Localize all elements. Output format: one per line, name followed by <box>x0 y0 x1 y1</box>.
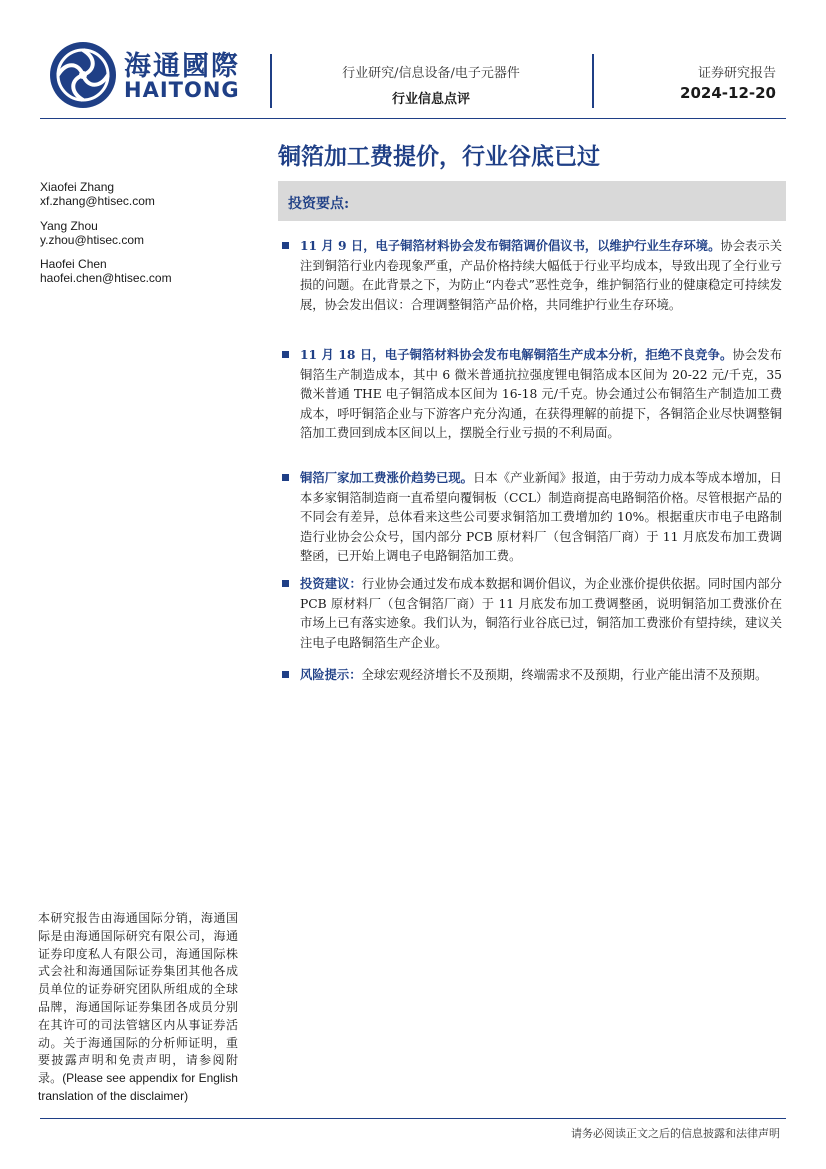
key-point-body: 日本《产业新闻》报道，由于劳动力成本等成本增加，日本多家铜箔制造商一直希望向覆铜板（CCL）制造商提高电路铜箔价格。尽管根据产品的不同会有差异，总体看来这些公司要求铜箔加工费增加约 10%。根据重庆市电子电路制造行业协会公众号，国内部分 PCB 原材料厂（包含铜箔厂商）于 11 月底发布加工费调整函，已开始上调电子电路铜箔加工费。 <box>300 471 782 564</box>
bullet-square-icon <box>282 580 289 587</box>
bullet-square-icon <box>282 351 289 358</box>
author-block <box>40 219 144 247</box>
author-block <box>40 257 172 285</box>
author-name: Haofei Chen <box>40 257 107 271</box>
brand-name-en: HAITONG <box>124 78 240 102</box>
report-date: 2024-12-20 <box>680 84 776 102</box>
key-points-heading: 投资要点: <box>288 196 350 212</box>
author-email[interactable]: y.zhou@htisec.com <box>40 233 144 247</box>
key-point-lead: 投资建议： <box>300 576 362 591</box>
author-name: Yang Zhou <box>40 219 98 233</box>
key-point-lead: 风险提示： <box>300 667 362 682</box>
key-point-lead: 铜箔厂家加工费涨价趋势已现。 <box>300 470 474 485</box>
key-point-body: 全球宏观经济增长不及预期，终端需求不及预期，行业产能出清不及预期。 <box>361 668 768 682</box>
bullet-square-icon <box>282 474 289 481</box>
brand-name-cn: 海通國際 <box>124 51 240 82</box>
haitong-emblem-icon <box>48 40 118 110</box>
report-type: 证券研究报告 <box>697 66 776 81</box>
disclaimer <box>38 910 238 1106</box>
key-point-item <box>282 236 782 315</box>
key-point-body: 行业协会通过发布成本数据和调价倡议，为企业涨价提供依据。同时国内部分 PCB 原材料厂（包含铜箔厂商）于 11 月底发布加工费调整函，说明铜箔加工费涨价在市场上已有落实迹象。我们认为，铜箔行业谷底已过，铜箔加工费涨价有望持续，建议关注电子电路铜箔生产企业。 <box>300 577 782 650</box>
bullet-square-icon <box>282 671 289 678</box>
page-title: 铜箔加工费提价，行业谷底已过 <box>278 143 600 170</box>
key-point-item <box>282 665 782 686</box>
header-divider-right <box>592 54 594 108</box>
key-point-lead: 11 月 18 日，电子铜箔材料协会发布电解铜箔生产成本分析，拒绝不良竞争。 <box>300 347 733 362</box>
key-point-item <box>282 574 782 653</box>
key-point-body: 协会表示关注到铜箔行业内卷现象严重，产品价格持续大幅低于行业平均成本，导致出现了全行业亏损的问题。在此背景之下，为防止“内卷式”恶性竞争，维护铜箔行业的健康稳定可持续发展，协会发出倡议：合理调整铜箔产品价格，共同维护行业生存环境。 <box>300 239 782 312</box>
key-points-bar <box>278 181 786 221</box>
report-subtype: 行业信息点评 <box>391 92 470 107</box>
author-email[interactable]: xf.zhang@htisec.com <box>40 194 155 208</box>
header-rule <box>40 118 786 119</box>
footer-note: 请务必阅读正文之后的信息披露和法律声明 <box>571 1127 780 1140</box>
key-point-lead: 11 月 9 日，电子铜箔材料协会发布铜箔调价倡议书，以维护行业生存环境。 <box>300 238 721 253</box>
key-point-body: 协会发布铜箔生产制造成本，其中 6 微米普通抗拉强度锂电铜箔成本区间为 20-22 元/千克，35 微米普通 THE 电子铜箔成本区间为 16-18 元/千克。协会通过公布铜箔生产制造加工费成本，呼吁铜箔企业与下游客户充分沟通，在获得理解的前提下，各铜箔企业尽快调整铜箔加工费回到成本区间以上，摆脱全行业亏损的不利局面。 <box>300 348 782 441</box>
footer-rule <box>40 1118 786 1119</box>
key-point-item <box>282 468 782 567</box>
disclaimer-cn: 本研究报告由海通国际分销，海通国际是由海通国际研究有限公司，海通证券印度私人有限公司，海通国际株式会社和海通国际证券集团其他各成员单位的证券研究团队所组成的全球品牌，海通国际证券集团各成员分别在其许可的司法管辖区内从事证券活动。关于海通国际的分析师证明，重要披露声明和免责声明，请参阅附录。 <box>38 911 238 1086</box>
disclaimer-en: (Please see appendix for English translation of the disclaimer) <box>38 1071 238 1103</box>
author-name: Xiaofei Zhang <box>40 180 115 194</box>
author-email[interactable]: haofei.chen@htisec.com <box>40 271 172 285</box>
key-point-item <box>282 345 782 444</box>
report-category: 行业研究/信息设备/电子元器件 <box>342 66 520 81</box>
header-divider-left <box>270 54 272 108</box>
bullet-square-icon <box>282 242 289 249</box>
author-block <box>40 180 155 208</box>
